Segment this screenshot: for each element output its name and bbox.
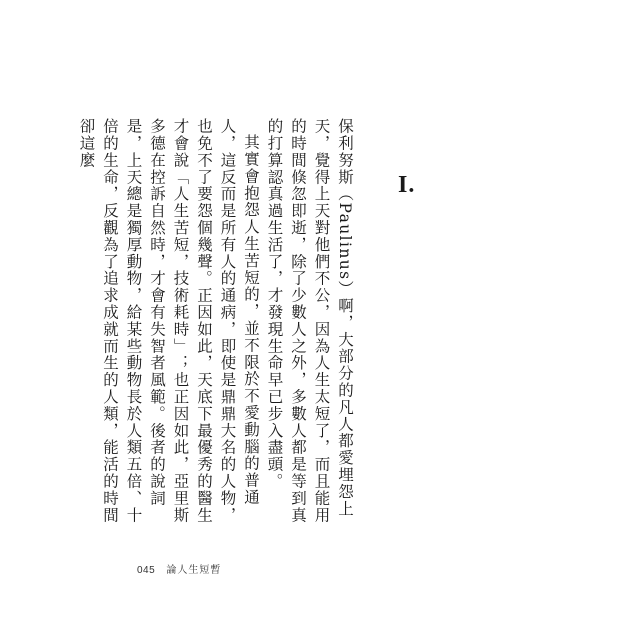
body-text (74, 118, 356, 528)
page-footer (137, 561, 221, 576)
page-number: 045 (137, 565, 156, 576)
running-title: 論人生短暫 (166, 565, 222, 576)
paragraph-1: 保利努斯（Paulinus）啊，大部分的凡人都愛埋怨上天，覺得上天對他們不公，因為人生太短了，而且能用的時間倏忽即逝，除了少數人之外，多數人都是等到真的打算認真過生活了，才發現生命早已步入盡頭。 (265, 118, 354, 524)
paragraph-2: 其實會抱怨人生苦短的，並不限於不愛動腦的普通人，這反而是所有人的通病，即使是鼎鼎大名的人物，也免不了要怨個幾聲。正因如此，天底下最優秀的醫生才會說「人生苦短，技術耗時」；也正因如此，亞里斯多德在控訴自然時，才會有失智者風範。後者的說詞是，上天總是獨厚動物，給某些動物長於人類五倍、十倍的生命，反觀為了追求成就而生的人類，能活的時間卻這麼 (77, 118, 260, 524)
chapter-numeral: I. (398, 172, 416, 198)
